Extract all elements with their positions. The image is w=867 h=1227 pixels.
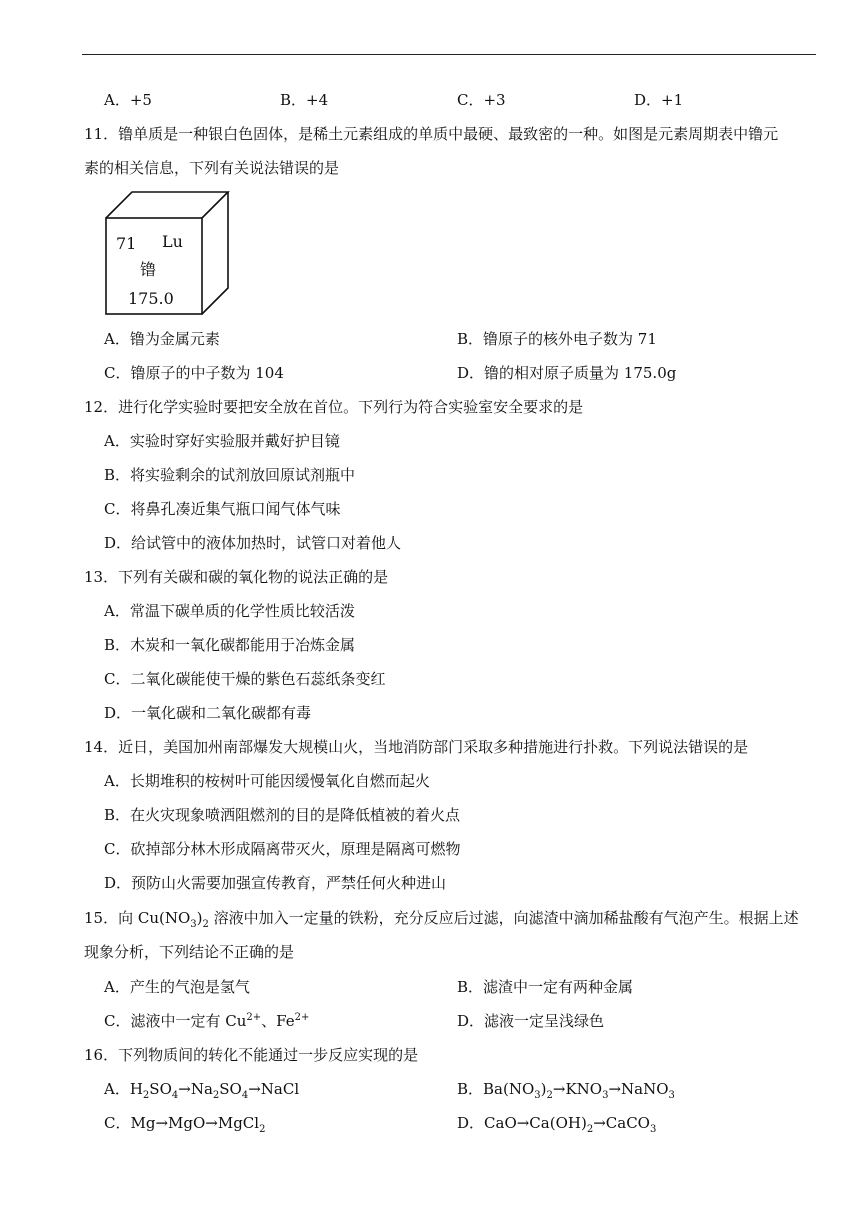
q16-option-d[interactable]: D．$CaO\to Ca(OH)_2\to CaCO_3$ [457,1114,657,1135]
q11-stem-line1: 11．镥单质是一种银白色固体，是稀土元素组成的单质中最硬、最致密的一种。如图是元素周期表中镥元 [84,125,779,143]
q15-stem-line2: 现象分析，下列结论不正确的是 [84,943,295,961]
q15-stem-line1: 15．向 $Cu(NO_3)_2$ 溶液中加入一定量的铁粉，充分反应后过滤，向滤渣中滴加稀盐酸有气泡产生。根据上述 [84,909,799,930]
q12-stem: 12．进行化学实验时要把安全放在首位。下列行为符合实验室安全要求的是 [84,398,584,416]
q12-option-c[interactable]: C．将鼻孔凑近集气瓶口闻气体气味 [104,500,341,518]
q13-option-c[interactable]: C．二氧化碳能使干燥的紫色石蕊纸条变红 [104,670,386,688]
q11-stem-line2: 素的相关信息，下列有关说法错误的是 [84,159,340,177]
q16-option-a[interactable]: A．$H_2SO_4\to Na_2SO_4\to NaCl$ [104,1080,300,1101]
q12-option-a[interactable]: A．实验时穿好实验服并戴好护目镜 [104,432,340,450]
q15-option-a[interactable]: A．产生的气泡是氢气 [104,978,250,996]
q12-option-b[interactable]: B．将实验剩余的试剂放回原试剂瓶中 [104,466,356,484]
q13-option-b[interactable]: B．木炭和一氧化碳都能用于冶炼金属 [104,636,356,654]
q15-option-d[interactable]: D．滤液一定呈浅绿色 [457,1012,605,1030]
q16-option-b[interactable]: B．$Ba(NO_3)_2\to KNO_3\to NaNO_3$ [457,1080,675,1101]
header-rule [82,54,816,55]
atomic-number: 71 [116,234,137,253]
q10-option-b[interactable]: B．+4 [280,91,329,109]
q14-option-b[interactable]: B．在火灾现象喷洒阻燃剂的目的是降低植被的着火点 [104,806,461,824]
q15-option-b[interactable]: B．滤渣中一定有两种金属 [457,978,634,996]
element-cell-figure [104,190,234,316]
element-name: 镥 [140,260,157,279]
q14-option-c[interactable]: C．砍掉部分林木形成隔离带灭火，原理是隔离可燃物 [104,840,461,858]
q16-stem: 16．下列物质间的转化不能通过一步反应实现的是 [84,1046,419,1064]
q14-option-d[interactable]: D．预防山火需要加强宣传教育，严禁任何火种进山 [104,874,447,892]
q15-option-c[interactable]: C．滤液中一定有 $Cu^{2+}$、$Fe^{2+}$ [104,1012,310,1030]
atomic-mass: 175.0 [128,289,174,308]
q12-option-d[interactable]: D．给试管中的液体加热时，试管口对着他人 [104,534,402,552]
q13-stem: 13．下列有关碳和碳的氧化物的说法正确的是 [84,568,389,586]
q10-option-a[interactable]: A．+5 [104,91,152,109]
q10-option-d[interactable]: D．+1 [634,91,684,109]
q13-option-d[interactable]: D．一氧化碳和二氧化碳都有毒 [104,704,312,722]
q13-option-a[interactable]: A．常温下碳单质的化学性质比较活泼 [104,602,355,620]
q10-option-c[interactable]: C．+3 [457,91,506,109]
q14-stem: 14．近日，美国加州南部爆发大规模山火，当地消防部门采取多种措施进行扑救。下列说法错误的是 [84,738,749,756]
q11-option-a[interactable]: A．镥为金属元素 [104,330,220,348]
q16-option-c[interactable]: C．Mg→MgO→MgCl$_2$ [104,1114,266,1135]
q14-option-a[interactable]: A．长期堆积的桉树叶可能因缓慢氧化自燃而起火 [104,772,430,790]
element-symbol: Lu [162,232,183,251]
q11-option-d[interactable]: D．镥的相对原子质量为 175.0g [457,364,677,382]
q11-option-c[interactable]: C．镥原子的中子数为 104 [104,364,284,382]
q11-option-b[interactable]: B．镥原子的核外电子数为 71 [457,330,657,348]
